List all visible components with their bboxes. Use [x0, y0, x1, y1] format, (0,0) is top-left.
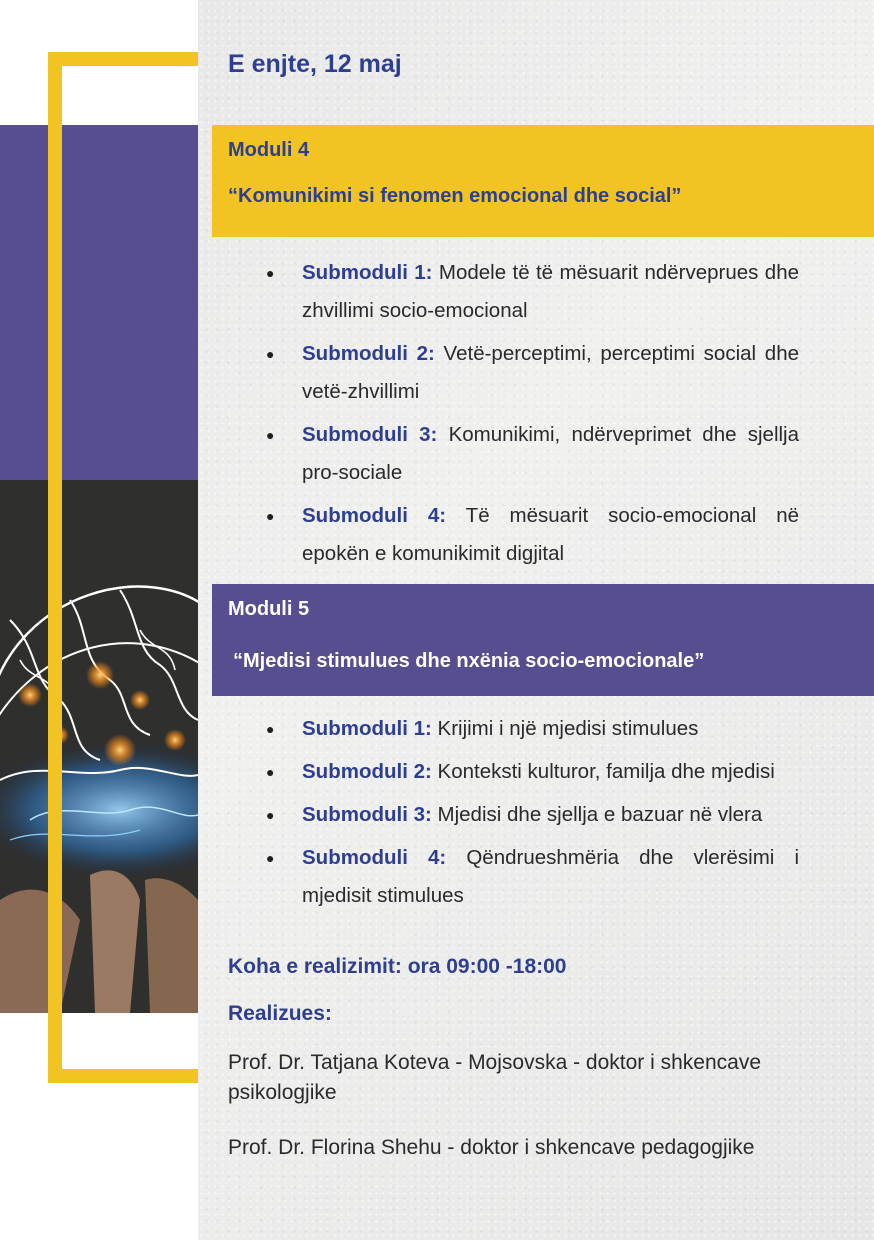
list-item [262, 839, 799, 915]
list-item [262, 254, 799, 330]
bullet-icon: ● [266, 764, 275, 780]
module-4-subtitle: “Komunikimi si fenomen emocional dhe social” [228, 185, 682, 207]
realization-time: Koha e realizimit: ora 09:00 -18:00 [228, 955, 567, 978]
submodule-text: Vetë-perceptimi, perceptimi social dhe vetë-zhvillimi [302, 342, 799, 403]
brain-image [0, 480, 198, 1013]
bullet-icon: ● [266, 427, 275, 443]
bullet-icon: ● [266, 265, 275, 281]
bullet-icon: ● [266, 508, 275, 524]
submodule-label: Submoduli 1: [302, 261, 433, 284]
module-4-submodule-list [262, 254, 799, 578]
module-5-subtitle: “Mjedisi stimulues dhe nxënia socio-emocionale” [233, 650, 705, 672]
presenter-2: Prof. Dr. Florina Shehu - doktor i shkencave pedagogjike [228, 1136, 755, 1159]
bullet-icon: ● [266, 807, 275, 823]
submodule-label: Submoduli 1: [302, 717, 432, 740]
submodule-label: Submoduli 2: [302, 760, 432, 783]
submodule-label: Submoduli 3: [302, 803, 432, 826]
yellow-frame-bottom [48, 1069, 198, 1083]
module-4-title: Moduli 4 [228, 139, 310, 161]
yellow-frame-left [48, 52, 62, 1083]
submodule-text: Konteksti kulturor, familja dhe mjedisi [431, 760, 775, 783]
bullet-icon: ● [266, 850, 275, 866]
submodule-text: Modele të të mësuarit ndërveprues dhe zhvillimi socio-emocional [302, 261, 800, 322]
purple-decor-block [0, 125, 198, 480]
presenter-1: Prof. Dr. Tatjana Koteva - Mojsovska - doktor i shkencave psikologjike [228, 1051, 762, 1104]
yellow-frame-top [48, 52, 198, 66]
submodule-label: Submoduli 2: [302, 342, 435, 365]
list-item [262, 416, 799, 492]
submodule-label: Submoduli 4: [302, 846, 447, 869]
submodule-text: Komunikimi, ndërveprimet dhe sjellja pro-sociale [302, 423, 800, 484]
list-item [262, 710, 799, 748]
event-date: E enjte, 12 maj [228, 50, 402, 78]
module-4-banner [212, 125, 874, 237]
submodule-label: Submoduli 3: [302, 423, 438, 446]
module-5-banner [212, 584, 874, 696]
list-item [262, 753, 799, 791]
list-item [262, 335, 799, 411]
submodule-text: Mjedisi dhe sjellja e bazuar në vlera [431, 803, 763, 826]
submodule-text: Të mësuarit socio-emocional në epokën e komunikimit digjital [302, 504, 799, 565]
module-5-title: Moduli 5 [228, 598, 310, 620]
bullet-icon: ● [266, 721, 275, 737]
bullet-icon: ● [266, 346, 275, 362]
list-item [262, 497, 799, 573]
module-5-submodule-list [262, 710, 799, 920]
submodule-label: Submoduli 4: [302, 504, 447, 527]
list-item [262, 796, 799, 834]
realizues-heading: Realizues: [228, 1002, 332, 1025]
submodule-text: Qëndrueshmëria dhe vlerësimi i mjedisit stimulues [302, 846, 799, 907]
submodule-text: Krijimi i një mjedisi stimulues [431, 717, 699, 740]
